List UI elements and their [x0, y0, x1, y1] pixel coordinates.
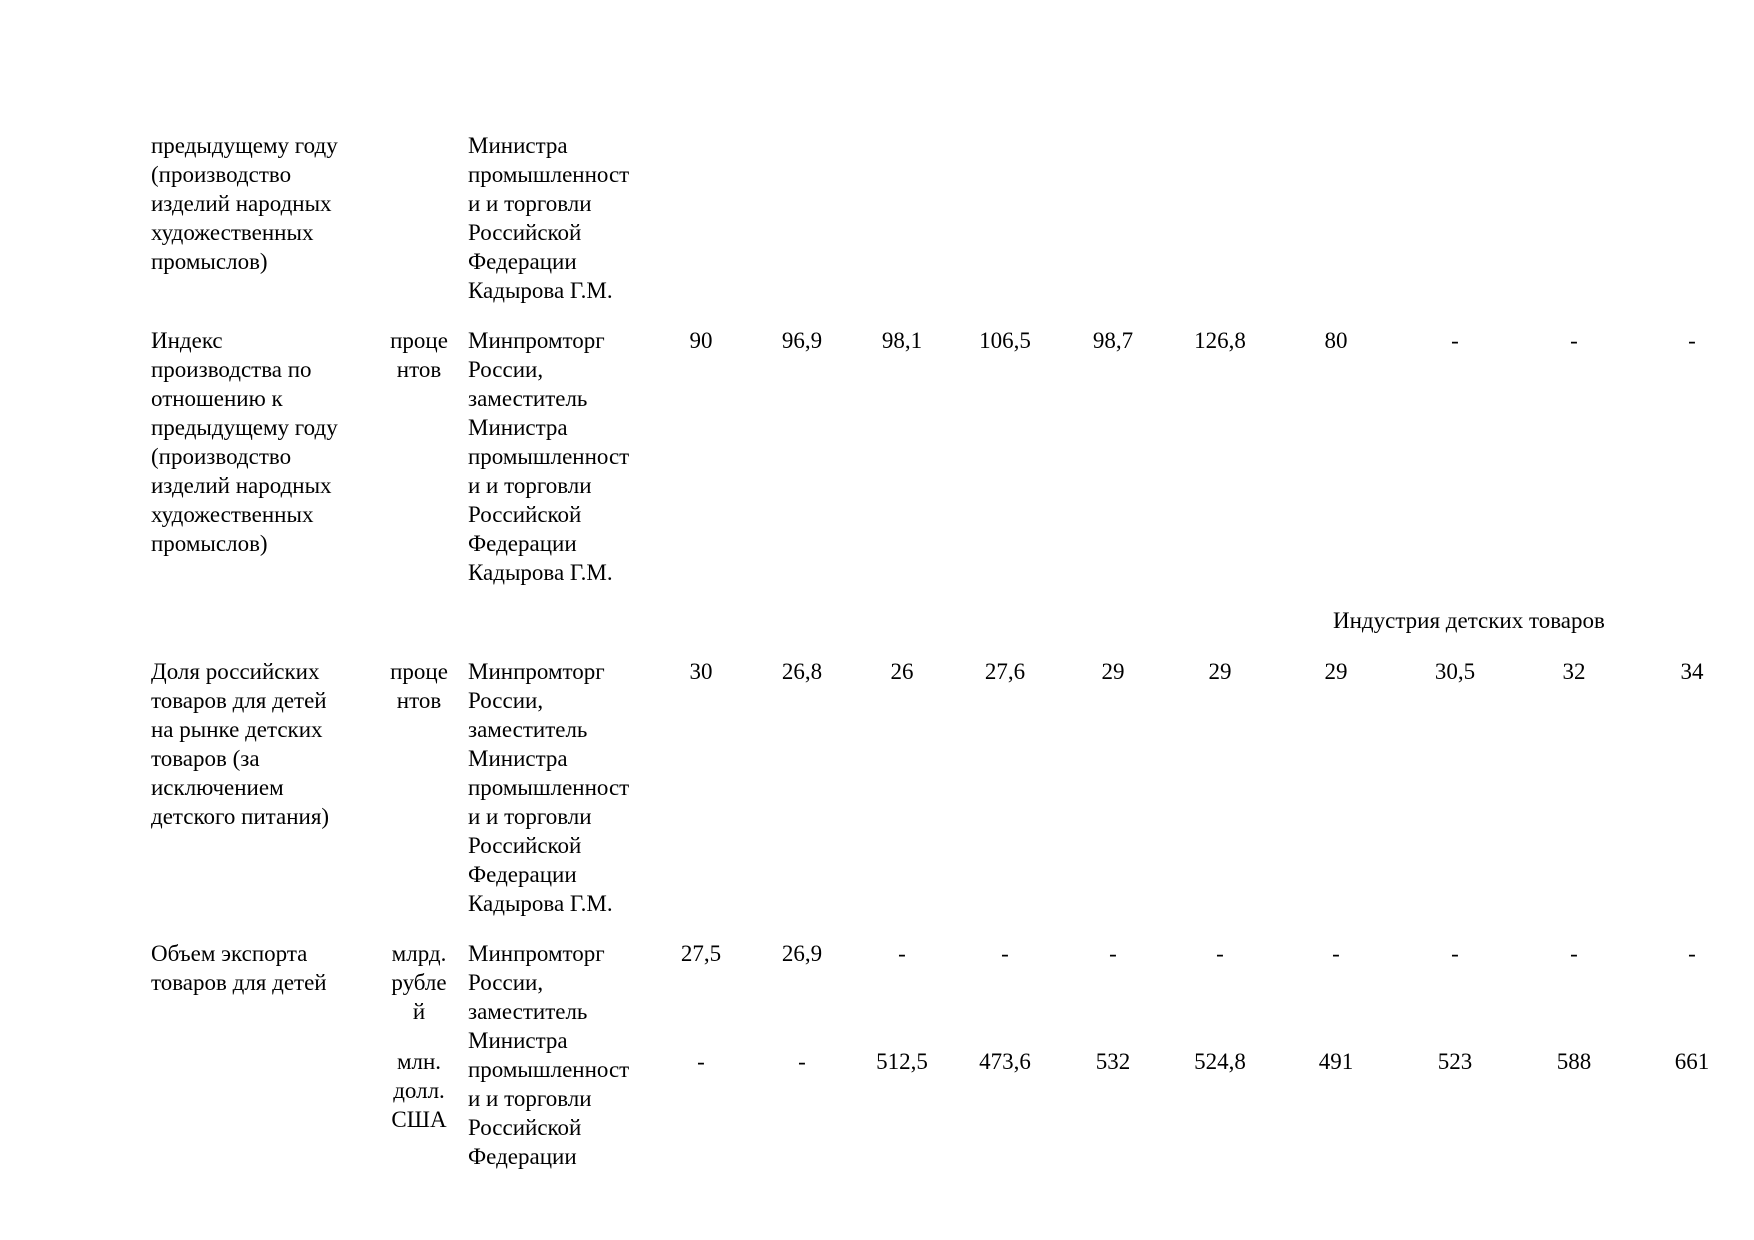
section-title: Индустрия детских товаров	[1333, 608, 1605, 633]
value-cell: 34	[1680, 659, 1704, 684]
value-cell-secondary: -	[798, 1049, 806, 1074]
value-cell-secondary: 588	[1556, 1049, 1592, 1074]
unit-cell: проце нтов	[390, 328, 448, 382]
value-cell-secondary: 532	[1095, 1049, 1131, 1074]
value-cell: 126,8	[1194, 328, 1246, 353]
value-cell: 27,5	[680, 941, 722, 966]
value-cell-secondary: 524,8	[1194, 1049, 1246, 1074]
value-cell: -	[1332, 941, 1340, 966]
value-cell: 98,7	[1092, 328, 1134, 353]
value-cell: 27,6	[984, 659, 1026, 684]
value-cell: 98,1	[881, 328, 923, 353]
unit-cell: проце нтов	[390, 659, 448, 713]
value-cell-secondary: 512,5	[876, 1049, 928, 1074]
value-cell: -	[898, 941, 906, 966]
value-cell: -	[1688, 941, 1696, 966]
value-cell: -	[1001, 941, 1009, 966]
responsible-cell: Минпромторг России, заместитель Министра промышленност и и торговли Российской Федерации Кадырова Г.М.	[468, 328, 630, 585]
value-cell-secondary: -	[697, 1049, 705, 1074]
value-cell: -	[1451, 941, 1459, 966]
value-cell: 80	[1324, 328, 1348, 353]
responsible-cell: Министра промышленност и и торговли Российской Федерации Кадырова Г.М.	[468, 133, 630, 303]
value-cell: 26	[890, 659, 914, 684]
value-cell: 96,9	[781, 328, 823, 353]
indicator-cell: Доля российских товаров для детей на рынке детских товаров (за исключением детского питания)	[151, 659, 330, 829]
indicator-cell: Объем экспорта товаров для детей	[151, 941, 327, 995]
value-cell: 32	[1562, 659, 1586, 684]
value-cell-secondary: 523	[1437, 1049, 1473, 1074]
value-cell: 106,5	[979, 328, 1031, 353]
value-cell-secondary: 473,6	[979, 1049, 1031, 1074]
unit-cell: млрд. рубле й	[391, 941, 447, 1024]
unit-cell-secondary: млн. долл. США	[391, 1049, 447, 1132]
value-cell: -	[1570, 328, 1578, 353]
indicator-cell: предыдущему году (производство изделий народных художественных промыслов)	[151, 133, 338, 274]
value-cell: 30,5	[1434, 659, 1476, 684]
value-cell-secondary: 491	[1318, 1049, 1354, 1074]
value-cell: -	[1570, 941, 1578, 966]
indicator-cell: Индекс производства по отношению к предыдущему году (производство изделий народных художественных промыслов)	[151, 328, 338, 556]
value-cell-secondary: 661	[1674, 1049, 1710, 1074]
responsible-cell: Минпромторг России, заместитель Министра промышленност и и торговли Российской Федерации Кадырова Г.М.	[468, 659, 630, 916]
value-cell: -	[1688, 328, 1696, 353]
value-cell: 29	[1324, 659, 1348, 684]
value-cell: 29	[1101, 659, 1125, 684]
value-cell: -	[1451, 328, 1459, 353]
responsible-cell: Минпромторг России, заместитель Министра промышленност и и торговли Российской Федерации	[468, 941, 630, 1169]
value-cell: 29	[1208, 659, 1232, 684]
value-cell: 26,8	[781, 659, 823, 684]
value-cell: 90	[689, 328, 713, 353]
value-cell: -	[1216, 941, 1224, 966]
value-cell: 30	[689, 659, 713, 684]
value-cell: 26,9	[781, 941, 823, 966]
value-cell: -	[1109, 941, 1117, 966]
